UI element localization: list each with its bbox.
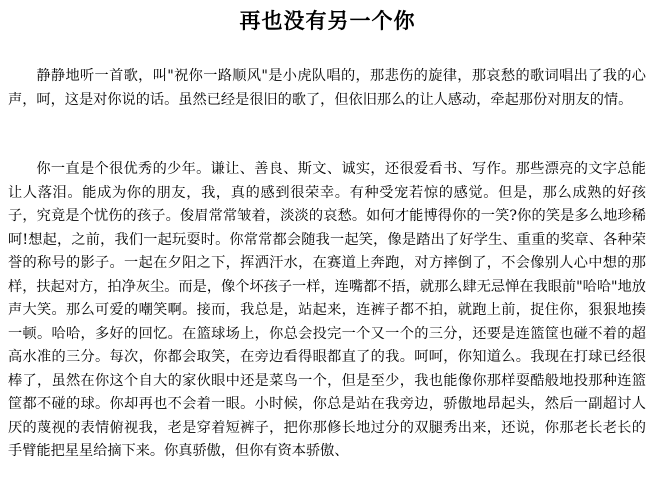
paragraph-2: 你一直是个很优秀的少年。谦让、善良、斯文、诚实，还很爱看书、写作。那些漂亮的文字总能让人落泪。能成为你的朋友，我，真的感到很荣幸。有种受宠若惊的感觉。但是，那么成熟的好孩子，究竟是个忧伤的孩子。俊眉常常皱着，淡淡的哀愁。如何才能博得你的一笑?你的笑是多么地珍稀呵!想起，之前，我们一起玩耍时。你常常都会随我一起笑，像是踏出了好学生、重重的奖章、各种荣誉的称号的影子。一起在夕阳之下，挥洒汗水，在赛道上奔跑，对方摔倒了，不会像别人心中想的那样，扶起对方，拍净灰尘。而是，像个坏孩子一样，连嘴都不捂，就那么肆无忌惮在我眼前"哈哈"地放声大笑。那么可爱的嘲笑啊。接而，我总是，站起来，连裤子都不拍，就跑上前，捉住你，狠狠地揍一顿。哈哈，多好的回忆。在篮球场上，你总会投完一个又一个的三分，还要是连篮筐也碰不着的超高水准的三分。每次，你都会取笑，在旁边看得眼都直了的我。呵呵，你知道么。我现在打球已经很棒了，虽然在你这个自大的家伙眼中还是菜鸟一个，但是至少，我也能像你那样耍酷般地投那种连篮筐都不碰的球。你却再也不会着一眼。小时候，你总是站在我旁边，骄傲地昂起头，然后一副超讨人厌的蔑视的表情俯视我，老是穿着短裤子，把你那修长地过分的双腿秀出来，还说，你那老长老长的手臂能把星星给摘下来。你真骄傲，但你有资本骄傲、: [8, 161, 646, 459]
paragraph-1: 静静地听一首歌，叫"祝你一路顺风"是小虎队唱的，那悲伤的旋律，那哀愁的歌词唱出了我的心声，呵，这是对你说的话。虽然已经是很旧的歌了，但依旧那么的让人感动，牵起那份对朋友的情。: [8, 68, 646, 108]
page-title: 再也没有另一个你: [239, 8, 416, 33]
